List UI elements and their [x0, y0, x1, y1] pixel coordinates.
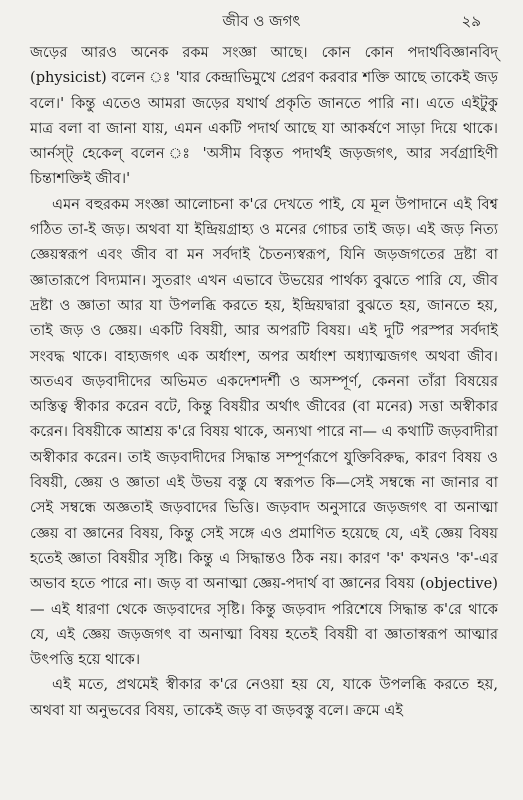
paragraph: এমন বহুরকম সংজ্ঞা আলোচনা ক'রে দেখতে পাই, যে মূল উপাদানে এই বিশ্ব গঠিত তা-ই জড়। অথবা যা ইন্দ্রিয়গ্রাহ্য ও মনের গোচর তাই জড়। এই জড় নিত্য জ্ঞেয়স্বরূপ এবং জীব বা মন সর্বদাই চৈতন্যস্বরূপ, যিনি জড়জগতের দ্রষ্টা বা জ্ঞাতারূপে বিদ্যমান। সুতরাং এখন এভাবে উভয়ের পার্থক্য বুঝতে পারি যে, জীব দ্রষ্টা ও জ্ঞাতা আর যা উপলব্ধি করতে হয়, ইন্দ্রিয়দ্বারা বুঝতে হয়, জানতে হয়, তাই জড় ও জ্ঞেয়। একটি বিষয়ী, আর অপরটি বিষয়। এই দুটি পরস্পর সর্বদাই সংবদ্ধ থাকে। বাহ্যজগৎ এক অর্ধাংশ, অপর অর্ধাংশ অধ্যাত্মজগৎ অথবা জীব। অতএব জড়বাদীদের অভিমত একদেশদর্শী ও অসম্পূর্ণ, কেননা তাঁরা বিষয়ের অস্তিত্ব স্বীকার করেন বটে, কিন্তু বিষয়ীর অর্থাৎ জীবের (বা মনের) সত্তা অস্বীকার করেন। বিষয়ীকে আশ্রয় ক'রে বিষয় থাকে, অন্যথা পারে না— এ কথাটি জড়বাদীরা অস্বীকার করেন। তাই জড়বাদীদের সিদ্ধান্ত সম্পূর্ণরূপে যুক্তিবিরুদ্ধ, কারণ বিষয় ও বিষয়ী, জ্ঞেয় ও জ্ঞাতা এই উভয় বস্তু যে স্বরূপত কি—সেই সম্বন্ধে না জানার বা সেই সম্বন্ধে অজ্ঞতাই জড়বাদের ভিত্তি। জড়বাদ অনুসারে জড়জগৎ বা অনাত্মা জ্ঞেয় বা জ্ঞানের বিষয়, কিন্তু সেই সঙ্গে এও প্রমাণিত হয়েছে যে, এই জ্ঞেয় বিষয় হতেই জ্ঞাতা বিষয়ীর সৃষ্টি। কিন্তু এ সিদ্ধান্তও ঠিক নয়। কারণ 'ক' কখনও 'ক'-এর অভাব হতে পারে না। জড় বা অনাত্মা জ্ঞেয়-পদার্থ বা জ্ঞানের বিষয় (objective)— এই ধারণা থেকে জড়বাদের সৃষ্টি। কিন্তু জড়বাদ পরিশেষে সিদ্ধান্ত ক'রে থাকে যে, এই জ্ঞেয় জড়জগৎ বা অনাত্মা বিষয় হতেই বিষয়ী বা জ্ঞাতাস্বরূপ আত্মার উৎপত্তি হয়ে থাকে। — [30, 195, 498, 669]
page-body — [30, 40, 498, 723]
running-title: জীব ও জগৎ — [222, 12, 301, 30]
page-number: ২৯ — [461, 12, 481, 30]
paragraph: জড়ের আরও অনেক রকম সংজ্ঞা আছে। কোন কোন পদার্থবিজ্ঞানবিদ্ (physicist) বলেন ঃ 'যার কেন্দ্রাভিমুখে প্রেরণ করবার শক্তি আছে তাকেই জড় বলে।' কিন্তু এতেও আমরা জড়ের যথার্থ প্রকৃতি জানতে পারি না। এতে এইটুকু মাত্র বলা বা জানা যায়, এমন একটি পদার্থ আছে যা আকর্ষণে সাড়া দিয়ে থাকে। আর্নস্ট্ হেকেল্ বলেন ঃ 'অসীম বিস্তৃত পদার্থই জড়জগৎ, আর সর্বগ্রাহিণী চিন্তাশক্তিই জীব।' — [30, 44, 498, 188]
paragraph: এই মতে, প্রথমেই স্বীকার ক'রে নেওয়া হয় যে, যাকে উপলব্ধি করতে হয়, অথবা যা অনুভবের বিষয়, তাকেই জড় বা জড়বস্তু বলে। ক্রমে এই — [30, 676, 498, 719]
page-header — [0, 10, 523, 34]
